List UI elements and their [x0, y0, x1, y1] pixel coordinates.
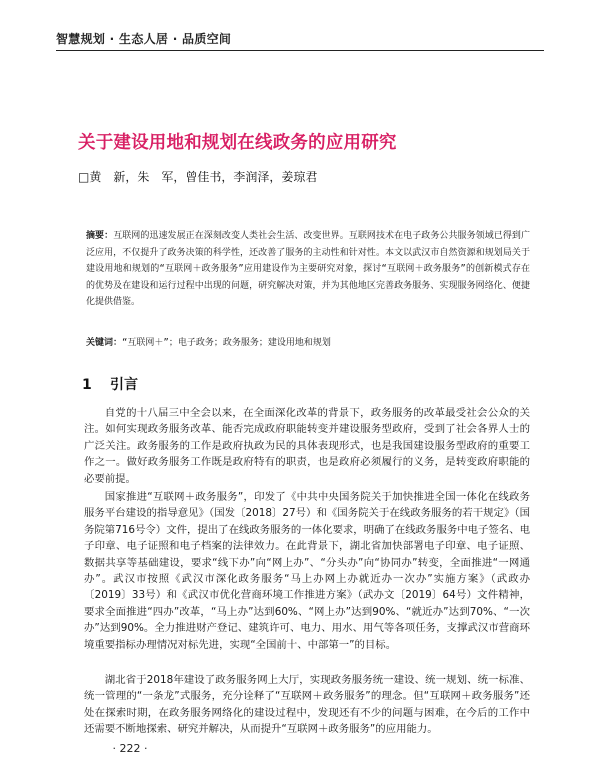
paragraph-text: 国家推进“互联网＋政务服务”，印发了《中共中央国务院关于加快推进全国一体化在线政务服务平台建设的指导意见》（国发〔2018〕27号）和《国务院关于在线政务服务的若干规定》（国务院第716号令）文件，提出了在线政务服务的一体化要求，明确了在线政务服务中电子签名、电子印章、电子证照和电子档案的法律效力。在此背景下，湖北省加快部署电子印章、电子证照、数据共享等基础建设，要求“线下办”向“网上办”、“分头办”向“协同办”转变，全面推进“一网通办”。武汉市按照《武汉市深化政务服务“马上办网上办就近办一次办”实施方案》（武政办〔2019〕33号）和《武汉市优化营商环境工作推进方案》（武办文〔2019〕64号）文件精神，要求全面推进“四办”改革，“马上办”达到60%、“网上办”达到90%、“就近办”达到70%、“一次办”达到90%。全力推进财产登记、建筑许可、电力、用水、用气等各项任务，支撑武汉市营商环境重要指标办理情况对标先进，实现“全国前十、中部第一”的目标。	[84, 491, 531, 651]
page-number	[0, 742, 600, 755]
keywords-text: “互联网＋”；电子政务；政务服务；建设用地和规划	[122, 338, 331, 348]
body-paragraph-3	[84, 672, 530, 738]
header-rule	[56, 50, 544, 51]
abstract	[86, 228, 530, 311]
abstract-text: 互联网的迅速发展正在深刻改变人类社会生活、改变世界。互联网技术在电子政务公共服务领域已得到广泛应用，不仅提升了政务决策的科学性，还改善了服务的主动性和针对性。本文以武汉市自然资源和规划局关于建设用地和规划的“互联网＋政务服务”应用建设作为主要研究对象，探讨“互联网＋政务服务”的创新模式存在的优势及在建设和运行过程中出现的问题，研究解决对策，并为其他地区完善政务服务、实现服务网络化、便捷化提供借鉴。	[86, 231, 530, 308]
article-title: 关于建设用地和规划在线政务的应用研究	[78, 133, 397, 153]
section-number: 1	[82, 377, 92, 393]
paragraph-text: 自党的十八届三中全会以来，在全面深化改革的背景下，政务服务的改革最受社会公众的关注。如何实现政务服务改革、能否完成政府职能转变并建设服务型政府，受到了社会各界人士的广泛关注。政务服务的工作是政府执政为民的具体表现形式，也是我国建设服务型政府的重要工作之一。做好政务服务工作既是政府特有的职责，也是政府必须履行的义务，是转变政府职能的必要前提。	[84, 407, 530, 485]
paragraph-text: 湖北省于2018年建设了政务服务网上大厅，实现政务服务统一建设、统一规划、统一标准、统一管理的“一条龙”式服务，充分诠释了“互联网＋政务服务”的理念。但“互联网＋政务服务”还处在探索时期，在政务服务网络化的建设过程中，发现还有不少的问题与困难，在今后的工作中还需要不断地探索、研究并解决，从而提升“互联网＋政务服务”的应用能力。	[84, 674, 530, 736]
page-number-text: · 222 ·	[112, 742, 148, 755]
body-paragraph-1	[84, 405, 530, 487]
running-header: 智慧规划 · 生态人居 · 品质空间	[56, 32, 232, 46]
keywords	[86, 335, 530, 348]
article-authors: □黄 新，朱 军，曾佳书，李润泽，姜琼君	[78, 170, 318, 184]
body-paragraph-2	[84, 489, 530, 653]
section-title: 引言	[110, 377, 138, 393]
section-heading	[82, 374, 138, 394]
keywords-label: 关键词：	[86, 338, 123, 348]
abstract-label: 摘要：	[86, 231, 114, 241]
